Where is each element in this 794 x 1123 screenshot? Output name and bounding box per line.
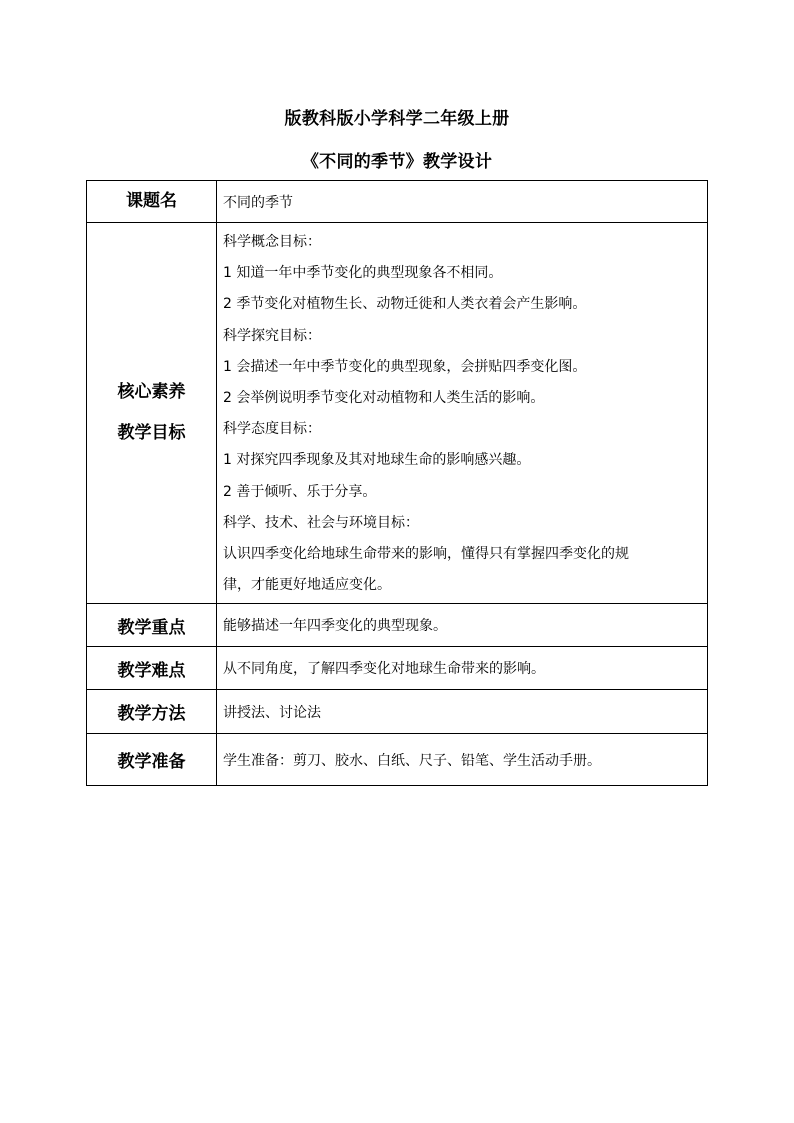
preparation-value: 学生准备：剪刀、胶水、白纸、尺子、铅笔、学生活动手册。 xyxy=(217,734,708,786)
difficulties-label: 教学难点 xyxy=(87,647,217,690)
methods-label: 教学方法 xyxy=(87,690,217,734)
goals-value xyxy=(217,223,708,604)
table-row-preparation xyxy=(87,734,708,786)
goal-line: 认识四季变化给地球生命带来的影响，懂得只有掌握四季变化的规 xyxy=(223,546,629,563)
table-row-key-points xyxy=(87,604,708,647)
goal-line: 科学态度目标： xyxy=(223,421,321,438)
table-row-methods xyxy=(87,690,708,734)
goals-label xyxy=(87,223,217,604)
table-row-difficulties xyxy=(87,647,708,690)
key-points-value: 能够描述一年四季变化的典型现象。 xyxy=(217,604,708,647)
topic-label: 课题名 xyxy=(87,181,217,223)
goals-label-line-2: 教学目标 xyxy=(117,423,186,444)
table-row-topic xyxy=(87,181,708,223)
methods-value: 讲授法、讨论法 xyxy=(217,690,708,734)
goal-line: 2 会举例说明季节变化对动植物和人类生活的影响。 xyxy=(223,390,545,407)
goal-line: 科学、技术、社会与环境目标： xyxy=(223,514,419,531)
document-title: 版教科版小学科学二年级上册 xyxy=(284,109,510,129)
goal-line: 科学探究目标： xyxy=(223,327,321,344)
table-row-goals xyxy=(87,223,708,604)
goal-line: 2 善于倾听、乐于分享。 xyxy=(223,483,377,500)
goal-line: 律，才能更好地适应变化。 xyxy=(223,577,391,594)
document-subtitle: 《不同的季节》教学设计 xyxy=(301,152,493,172)
goal-line: 2 季节变化对植物生长、动物迁徙和人类衣着会产生影响。 xyxy=(223,296,587,313)
lesson-plan-table xyxy=(86,180,708,786)
preparation-label: 教学准备 xyxy=(87,734,217,786)
key-points-label: 教学重点 xyxy=(87,604,217,647)
difficulties-value: 从不同角度，了解四季变化对地球生命带来的影响。 xyxy=(217,647,708,690)
goal-line: 1 知道一年中季节变化的典型现象各不相同。 xyxy=(223,265,503,282)
topic-value: 不同的季节 xyxy=(217,181,708,223)
goal-line: 1 对探究四季现象及其对地球生命的影响感兴趣。 xyxy=(223,452,531,469)
goal-line: 科学概念目标： xyxy=(223,234,321,250)
goal-line: 1 会描述一年中季节变化的典型现象，会拼贴四季变化图。 xyxy=(223,358,587,375)
goals-label-line-1: 核心素养 xyxy=(117,382,186,403)
